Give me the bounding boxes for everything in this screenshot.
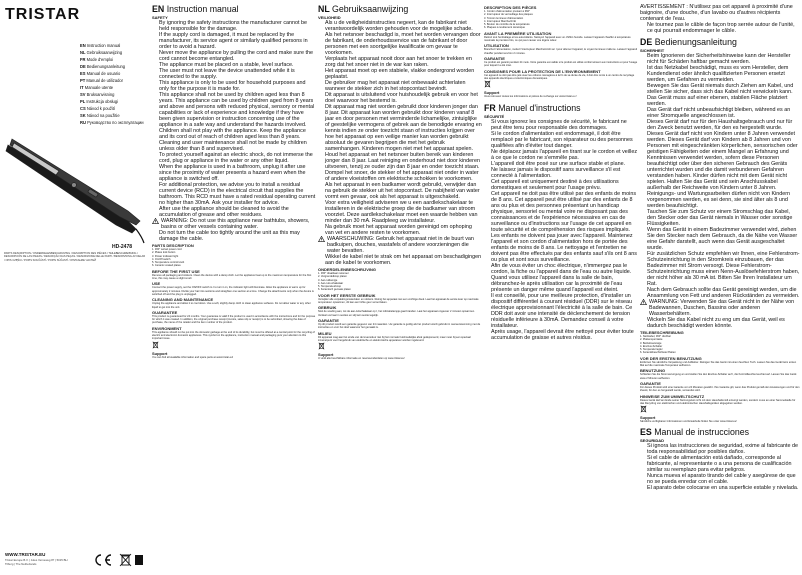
- warning-triangle-icon: [640, 299, 647, 305]
- list-item: • This appliance is only to be used for household purposes and only for the purpose it is made for.: [159, 80, 316, 92]
- list-item: • De gebruiker mag het apparaat niet onbewaakt achterlaten wanneer de stekker zich in het stopcontact bevindt.: [325, 80, 482, 92]
- list-item: • Verplaats het apparaat nooit door aan het snoer te trekken en zorg dat het snoer niet in de war kan raken.: [325, 56, 482, 68]
- section-text: Unplug the appliance and allow it to cool down. Use a soft, slightly damp cloth to clean appliance surfaces. Do not allow water or any other liquid to get into the unit.: [152, 302, 311, 309]
- language-entry: [80, 112, 146, 119]
- website-url: WWW.TRISTAR.EU: [5, 552, 46, 557]
- section-subheading: CONSIGNES POUR LA PROTECTION DE L'ENVIRONNEMENT: [484, 68, 601, 74]
- section-text: Branchez l'alimentation, mettez l'interrupteur Marche/Arrêt sur I pour allumer l'appareil, le voyant lumineux s'allume. Laissez l'appareil chauffer pendant environ 2 minutes.: [484, 48, 637, 55]
- section-text: Cet appareil ne doit pas être jeté avec les ordures ménagères à la fin de sa durée de vie, il doit être remis à un centre de recyclage des appareils électriques et électroniques domestiques.: [484, 73, 635, 80]
- parts-item: 5. Temperature control knob: [152, 261, 185, 265]
- language-name: Manuale utente: [84, 85, 114, 90]
- section-text: Dit apparaat mag aan het einde van de levensduur niet bij het normale huishoudelijke afval gedeponeerd, maar moet bij een speciaal inzamelpunt voor hergebruik van elektrische en elektronische apparatuur worden ingeleverd.: [318, 335, 471, 342]
- section-subheading: UTILISATION: [484, 43, 509, 49]
- list-item: • Ist das Netzkabel beschädigt, muss es vom Hersteller, dem Kundendienst oder ähnlich qualifizierten Personen ersetzt werden, um Gefahren zu vermeiden.: [647, 65, 800, 83]
- list-item: • Never move the appliance by pulling the cord and make sure the cord cannot become entangled.: [159, 50, 316, 62]
- list-item: • Dieses Gerät darf nur für den Haushaltsgebrauch und nur für den Zweck benutzt werden, für den es hergestellt wurde.: [647, 119, 800, 131]
- list-item: • Na gebruik moet het apparaat worden gereinigd om ophoping van vet en andere resten te voorkomen.: [325, 224, 482, 236]
- language-name: Bruksanvisning: [86, 92, 115, 97]
- list-item: • Do not turn the cable too tightly around the unit as this may damage the cable.: [159, 230, 316, 242]
- list-item: • Tauchen Sie zum Schutz vor einem Stromschlag das Kabel, den Stecker oder das Gerät niemals in Wasser oder sonstige Flüssigkeiten.: [647, 209, 800, 227]
- section-subheading: DESCRIPTION DES PIÈCES: [484, 5, 537, 10]
- language-code: FR: [80, 57, 86, 62]
- parts-item: 1. Netzkabel, 360° drehbar: [640, 335, 671, 338]
- column-nl: [318, 4, 482, 572]
- language-code: NL: [80, 50, 86, 55]
- safety-list-2: [152, 230, 316, 242]
- list-item: • If the supply cord is damaged, it must be replaced by the manufacturer, its service agent or similarly qualified persons in order to avoid a hazard.: [159, 32, 316, 50]
- nl-lower-sections: [318, 267, 482, 361]
- list-item: • Bewegen Sie das Gerät niemals durch Ziehen am Kabel, und stellen Sie sicher, dass sich das Kabel nicht verwickeln kann.: [647, 83, 800, 95]
- section-subheading: VOR DER ERSTEN BENUTZUNG: [640, 355, 702, 361]
- crossed-bin-icon: [318, 342, 325, 350]
- parts-item: 2. Vergrendelknop platen: [318, 275, 347, 279]
- lang-title: Manuel d'instructions: [498, 102, 581, 113]
- section-header-fr: [484, 103, 638, 113]
- safety-list: [484, 119, 638, 341]
- list-item: • L'appareil doit être posé sur une surface stable et plane.: [491, 161, 638, 167]
- list-item: • Das Gerät darf nicht unbeaufsichtigt bleiben, während es an einer Stromquelle angeschlossen ist.: [647, 107, 800, 119]
- list-item: • Beim Ignorieren der Sicherheitshinweise kann der Hersteller nicht für Schäden haftbar gemacht werden.: [647, 53, 800, 65]
- list-item: • Für zusätzlichen Schutz empfehlen wir Ihnen, eine Fehlerstrom-Schutzeinrichtung in den Stromkreis einzubauen, der das Badezimmer mit Strom versorgt. Diese Fehlerstrom-Schutzeinrichtung muss einen Nenn-Auslösefehlerstrom haben, der nicht höher als 30 mA ist. Bitten Sie Ihren Installateur um Rat.: [647, 251, 800, 287]
- language-code: SV: [80, 92, 86, 97]
- section-text: Dieses Gerät darf am Ende seiner Nutzungszeit nicht mit dem Haushaltsmüll entsorgt werden, sondern muss an einer Sammelstelle für das Recycling von elektrischen und elektronischen Haushaltsgeräten abgegeben werden.: [640, 398, 796, 405]
- section-subheading: GARANTIE: [640, 380, 661, 386]
- parts-item: 3. Aan-/uitlampje: [318, 278, 338, 282]
- language-code: PL: [80, 99, 86, 104]
- language-code: SK: [80, 113, 86, 118]
- safety-list-2: [318, 254, 482, 266]
- language-name: Gebruiksaanwijzing: [86, 50, 123, 55]
- list-item: • Après usage, l'appareil devrait être nettoyé pour éviter toute accumulation de graisse et autres résidus.: [491, 329, 638, 341]
- language-list: [80, 42, 146, 126]
- company-address: Tristar Europe B.V. | Jules Verneweg 87 | 5015 BH Tilburg | The Netherlands: [5, 558, 68, 566]
- list-item: • Wikkel de kabel niet te strak om het apparaat om beschadigingen aan de kabel te voorkomen.: [325, 254, 482, 266]
- language-entry: [80, 63, 146, 70]
- crossed-bin-icon: [484, 80, 491, 88]
- section-subheading: GARANTIE: [484, 55, 505, 61]
- parts-item: 4. Interrupteur Marche/Arrêt: [484, 19, 517, 23]
- section-text: U vindt alle beschikbare informatie en reserveonderdelen op www.tristar.eu!: [318, 357, 405, 361]
- safety-list: [318, 20, 482, 236]
- list-item: • Nunca mueva el aparato tirando del cable y asegúrese de que no se pueda enredar con el cable.: [647, 473, 800, 485]
- language-entry: [80, 56, 146, 63]
- hair-straightener-illustration: [4, 125, 146, 245]
- section-text: Sluit de voeding aan, zet de aan-/uitschakelaar op I, het indicatielampje gaat branden. Laat het apparaat ongeveer 2 minuten opwarmen. Verdeel uw haar in secties en stijl één sectie tegelijk.: [318, 310, 475, 317]
- section-subheading: Support: [152, 350, 168, 356]
- language-entry: [80, 98, 146, 105]
- list-item: • Cet appareil est uniquement destiné à des utilisations domestiques et seulement pour l'usage prévu.: [491, 179, 638, 191]
- section-subheading: GARANTIE: [318, 317, 339, 323]
- parts-item: 6. Plaques à revêtement céramique: [484, 26, 525, 30]
- parts-item: 5. Bouton de contrôle de la température: [484, 23, 530, 27]
- column-fr-small: [484, 4, 638, 572]
- list-item: • El aparato debe colocarse en una superficie estable y nivelada.: [647, 485, 800, 491]
- recycle-bin-icon: [120, 554, 131, 566]
- language-name: Manual de utilizador: [86, 78, 124, 83]
- list-item: • Cet appareil ne doit pas être utilisé par des enfants de moins de 8 ans. Cet appareil peut être utilisé par des enfants de 8 ans ou plus et des personnes présentant un handicap physique, sensoriel ou mental voire ne disposant pas des connaissances et de l'expérience nécessaires en cas de surveillance ou d'instructions sur l'usage de cet appareil en toute sécurité et de compréhension des risques impliqués. Les enfants ne doivent pas jouer avec l'appareil. Maintenez l'appareil et son cordon d'alimentation hors de portée des enfants de moins de 8 ans. Le nettoyage et l'entretien ne doivent pas être effectués par des enfants sauf s'ils ont 8 ans ou plus et sont sous surveillance.: [491, 191, 638, 263]
- section-subheading: GUARANTEE: [152, 309, 178, 315]
- parts-item: 4. On/Off switch: [152, 257, 171, 261]
- warning-triangle-icon: [152, 218, 159, 224]
- section-header-en: [152, 4, 316, 14]
- list-item: • Afin de vous éviter un choc électrique, n'immergez pas le cordon, la fiche ou l'appareil dans de l'eau ou autre liquide.: [491, 263, 638, 275]
- language-name: Bedienungsanleitung: [86, 64, 126, 69]
- column-en: [152, 4, 316, 572]
- parts-item: 2. Interrupteur de verrouillage des plaques: [484, 13, 533, 17]
- language-code: RU: [80, 120, 86, 125]
- list-item: • Si el cable de alimentación está dañado, corresponde al fabricante, al representante o a una persona de cualificación similar su reemplazo para evitar peligros.: [647, 455, 800, 473]
- warning-block: [640, 299, 800, 317]
- parts-item: 2. Plattensperrtaste: [640, 338, 663, 342]
- cover-column: [0, 0, 150, 575]
- lang-title: Manual de instrucciones: [654, 426, 750, 437]
- warning-text: WARNUNG: Verwenden Sie das Gerät nicht in der Nähe von Badewannen, Duschen, Bassins oder anderen Wasserbehältern.: [649, 299, 795, 317]
- en-lower-sections: [152, 243, 316, 359]
- section-text: This product is guaranteed for 24 months. Your guarantee is valid if the product is used in accordance with the instructions and for the purpose for which it was created. In addition, the original purchase receipt (invoice, sales slip or receipt) is to be submitted, showing the date of purchase, the name of the retailer and the item number of the product.: [152, 314, 316, 325]
- parts-item: 2. Plates lock button: [152, 251, 176, 255]
- lang-title: Instruction manual: [166, 4, 239, 14]
- warning-text: WARNING: Do not use this appliance near bathtubs, showers, basins or other vessels containing water.: [161, 218, 310, 230]
- section-text: Entfernen Sie sämtliche Verpackung und Aufkleber. Reinigen Sie das Gerät mit einem feuchten Tuch. Lassen Sie das Gerät beim ersten Mal auf die maximale Temperatur aufheizen.: [640, 360, 797, 368]
- section-text: This appliance should not be put into the domestic garbage at the end of its durability, but must be offered at a central point for the recycling of electric and electronic domestic appliances. This symbol on the appliance, instruction manual and packaging puts your attention to this important issue.: [152, 330, 315, 341]
- certification-logos: [92, 552, 144, 568]
- section-subheading: Support: [640, 415, 656, 421]
- section-subheading: BEFORE THE FIRST USE: [152, 268, 200, 274]
- list-item: • Ne laissez jamais le dispositif sans surveillance s'il est connecté à l'alimentation.: [491, 167, 638, 179]
- list-item: • Als u de veiligheidsinstructies negeert, kan de fabrikant niet verantwoordelijk worden gehouden voor de mogelijke schade.: [325, 20, 482, 32]
- tristar-mark-icon: [135, 555, 143, 565]
- parts-item: 6. Keramikbeschichtete Platten: [640, 351, 676, 355]
- language-entry: [80, 70, 146, 77]
- list-item: • To protect yourself against an electric shock, do not immerse the cord, plug or appliance in the water or any other liquid.: [159, 152, 316, 164]
- language-name: Instrukcja obsługi: [86, 99, 119, 104]
- list-item: • For additional protection, we advise you to install a residual current device (RCD) in the electrical circuit that supplies the bathroom. This RCD must have a rated residual operating current no higher than 30mA. Ask your installer for advice.: [159, 182, 316, 206]
- parts-item: 6. Ceramic coated plates: [152, 264, 181, 268]
- section-text: Vous retrouvez toutes les informations et pièces de rechange sur www.tristar.eu !: [484, 95, 577, 99]
- warning-triangle-icon: [318, 236, 325, 242]
- language-entry: [80, 91, 146, 98]
- section-text: You can find all available information and spare parts at www.tristar.eu!: [152, 355, 234, 359]
- section-subheading: BENUTZUNG: [640, 368, 666, 374]
- safety-list: [640, 53, 800, 299]
- section-subheading: GEBRUIK: [318, 305, 337, 311]
- list-item: • Dompel het snoer, de stekker of het apparaat niet onder in water of andere vloeistoffen om elektrische schokken te voorkomen.: [325, 170, 482, 182]
- warning-text: WAARSCHUWING: Gebruik het apparaat niet in de buurt van badkuipen, douches, wastafels of andere voorzieningen die water bevatten.: [327, 236, 474, 254]
- section-text: Verwijder alle verpakkingsmaterialen en stickers. Reinig het apparaat met een vochtige doek. Laat het apparaat de eerste keer op maximale temperatuur opwarmen, dit kan een lichte geur veroorzaken.: [318, 297, 479, 305]
- parts-item: 6. Keramisch gecoate platen: [318, 288, 351, 292]
- language-code: EN: [80, 43, 86, 48]
- list-item: • Si vous ignorez les consignes de sécurité, le fabricant ne peut être tenu pour responsable des dommages.: [491, 119, 638, 131]
- safety-list: [640, 443, 800, 491]
- section-subheading: TEILEBESCHREIBUNG: [640, 330, 684, 335]
- list-item: • Si ignora las instrucciones de seguridad, exime al fabricante de toda responsabilidad por posibles daños.: [647, 443, 800, 455]
- list-item: • Quand vous utilisez l'appareil dans la salle de bain, débranchez-le après utilisation car la proximité de l'eau présente un danger même quand l'appareil est éteint.: [491, 275, 638, 293]
- list-item: • Voor extra veiligheid adviseren we u een aardlekschakelaar te installeren in de elektrische groep die de badkamer van stroom voorziet. Deze aardlekschakelaar moet een waarde hebben van minder dan 30 mA. Raadpleeg uw installateur.: [325, 200, 482, 224]
- fr-safety-list-2: [640, 22, 800, 34]
- subheading-safety: SEGURIDAD: [640, 437, 665, 443]
- lang-code: FR: [484, 102, 496, 113]
- section-subheading: HINWEISE ZUM UMWELTSCHUTZ: [640, 393, 705, 399]
- list-item: • Wenn das Gerät in einem Badezimmer verwendet wird, ziehen Sie den Stecker nach dem Gebrauch, da die Nähe von Wasser eine Gefahr darstellt, auch wenn das Gerät ausgeschaltet wurde.: [647, 227, 800, 251]
- list-item: • The user must not leave the device unattended while it is connected to the supply.: [159, 68, 316, 80]
- subheading-safety: SICHERHEIT: [640, 48, 665, 53]
- section-subheading: CLEANING AND MAINTENANCE: [152, 297, 214, 303]
- safety-list: [152, 20, 316, 218]
- crossed-bin-icon: [640, 405, 647, 413]
- subheading-safety: VEILIGHEID: [318, 15, 341, 20]
- section-text: Ce produit est garanti pendant 24 mois. Votre garantie est valide si le produit est utilisé conformément aux instructions et pour l'usage pour lequel il a été créé.: [484, 60, 638, 68]
- section-text: Sämtliche verfügbaren Informationen und Ersatzteile finden Sie unter www.tristar.eu!: [640, 420, 737, 424]
- section-text: Schließen Sie die Stromversorgung an und stellen Sie den Ein/Aus-Schalter auf I, die Kontrollleuchte leuchtet auf. Lassen Sie das Gerät etwa 2 Minuten aufheizen.: [640, 373, 797, 380]
- section-subheading: ENVIRONMENT: [152, 325, 182, 331]
- de-lower-sections: [640, 330, 800, 424]
- list-item: • Als het apparaat in een badkamer wordt gebruikt, verwijder dan na gebruik de stekker uit het stopcontact. De nabijheid van water vormt een gevaar, ook als het apparaat is uitgeschakeld.: [325, 182, 482, 200]
- language-name: Руководство по эксплуатации: [87, 120, 144, 125]
- language-name: Instruction manual: [86, 43, 121, 48]
- language-entry: [80, 77, 146, 84]
- language-entry: [80, 105, 146, 112]
- language-code: ES: [80, 71, 86, 76]
- list-item: • Wickeln Sie das Kabel nicht zu eng um das Gerät, weil es dadurch beschädigt werden könnte.: [647, 317, 800, 329]
- section-text: Op dit product wordt een garantie gegeven van 24 maanden. Uw garantie is geldig als het product wordt gebruikt in overeenstemming met de instructies en voor het doel waarvoor het gemaakt is.: [318, 322, 481, 330]
- section-header-de: [640, 37, 800, 47]
- list-item: • Het apparaat moet op een stabiele, vlakke ondergrond worden geplaatst.: [325, 68, 482, 80]
- list-item: • This appliance shall not be used by children aged less than 8 years. This appliance can be used by children aged from 8 years and above and persons with reduced physical, sensory or mental capabilities or lack of experience and knowledge if they have been given supervision or instruction concerning use of the appliance in a safe way and understand the hazards involved. Children shall not play with the appliance. Keep the appliance and its cord out of reach of children aged less than 8 years. Cleaning and user maintenance shall not be made by children unless older than 8 and supervised.: [159, 92, 316, 152]
- language-name: Mode d'emploi: [86, 57, 114, 62]
- fr-warning-block: [640, 4, 800, 22]
- list-item: • Si le cordon d'alimentation est endommagé, il doit être remplacé par le fabricant, son réparateur ou des personnes qualifiées afin d'éviter tout danger.: [491, 131, 638, 149]
- section-subheading: AVANT LA PREMIÈRE UTILISATION: [484, 30, 552, 36]
- list-item: • Dit apparaat is uitsluitend voor huishoudelijk gebruik en voor het doel waarvoor het bestemd is.: [325, 92, 482, 104]
- subheading-safety: SÉCURITÉ: [484, 113, 505, 119]
- section-header-es: [640, 427, 800, 437]
- language-name: Návod k použití: [86, 106, 116, 111]
- parts-item: 3. Power indicator light: [152, 254, 179, 258]
- list-item: • Als het netsnoer beschadigd is, moet het worden vervangen door de fabrikant, de onderhoudsservice van de fabrikant of door personen met een soortgelijke kwalificatie om gevaar te voorkomen.: [325, 32, 482, 56]
- section-text: Für dieses Produkt wird eine Garantie von 24 Monaten gewährt. Ihre Garantie gilt, wenn das Produkt gemäß den Anweisungen und für den Zweck, für den es hergestellt wurde, verwendet wird.: [640, 385, 800, 393]
- language-code: PT: [80, 78, 86, 83]
- parts-item: 1. Cordon d'alimentation pivotant à 360°: [484, 10, 531, 13]
- list-item: • Dit apparaat mag niet worden gebruikt door kinderen jonger dan 8 jaar. Dit apparaat kan worden gebruikt door kinderen vanaf 8 jaar en door personen met verminderde lichamelijke, zintuiglijke of geestelijke vermogens of gebrek aan de benodigde ervaring en kennis indien ze onder toezicht staan of instructies krijgen over hoe het apparaat op een veilige manier kan worden gebruikt absoluut de gevaren begrijpen die met het gebruik samenhangen. Kinderen mogen niet met het apparaat spelen. Houd het apparaat en het netsnoer buiten bereik van kinderen jonger dan 8 jaar. Laat reiniging en onderhoud niet door kinderen uitvoeren, tenzij ze ouder zijn dan 8 jaar en onder toezicht staan.: [325, 104, 482, 170]
- section-subheading: Support: [484, 90, 500, 96]
- parts-item: 5. Temperaturregler: [640, 348, 663, 352]
- section-text: Remove all packaging and stickers. Clean the device with a damp cloth. Let the appliance heat up to the maximum temperature for the first time, this may cause a slight smell.: [152, 273, 312, 281]
- safety-list-2: [640, 317, 800, 329]
- ce-mark-icon: [96, 555, 111, 565]
- parts-item: 3. Témoin lumineux d'alimentation: [484, 16, 524, 20]
- section-subheading: MILIEU: [318, 330, 332, 336]
- section-text: Retirez tout l'emballage et les autocollants. Nettoyez l'appareil avec un chiffon humide. Laissez l'appareil chauffer à température maximale la première fois, ce qui peut causer une légère odeur.: [484, 35, 631, 43]
- section-subheading: PARTS DESCRIPTION: [152, 243, 194, 248]
- lang-code: DE: [640, 37, 653, 47]
- parts-item: 4. Aan-/uit-schakelaar: [318, 281, 344, 285]
- list-item: • By ignoring the safety instructions the manufacturer cannot be held responsible for the damage.: [159, 20, 316, 32]
- model-number: HD-2478: [112, 244, 133, 250]
- section-subheading: USE: [152, 281, 161, 287]
- section-subheading: Support: [318, 352, 334, 358]
- language-entry: [80, 49, 146, 56]
- straightener-body: [6, 139, 144, 243]
- warning-text: AVERTISSEMENT : N'utilisez pas cet appareil à proximité d'une baignoire, d'une douche, d'un lavabo ou d'autres récipients contenant de l'eau.: [640, 4, 793, 22]
- language-name: Návod na použitie: [86, 113, 120, 118]
- list-item: • After use the appliance should be cleaned to avoid the accumulation of grease and other residues.: [159, 206, 316, 218]
- language-entry: [80, 84, 146, 91]
- crossed-bin-icon: [152, 341, 159, 349]
- lang-title: Bedienungsanleitung: [654, 37, 737, 47]
- lang-code: EN: [152, 4, 165, 14]
- language-code: IT: [80, 85, 84, 90]
- language-code: CS: [80, 106, 86, 111]
- fr-parts-and-use: [484, 5, 638, 99]
- parts-item: 1. 360° draaibaar netsnoer: [318, 272, 349, 275]
- parts-caption: PARTS DESCRIPTION / ONDERDELENBESCHRIJVING / DESCRIPTION DES PIÈCES / TEILEBESCHREIBUNG / DESCRIPCIÓN DE LAS PIEZAS / DESCRIÇÃO DAS PEÇAS / DESCRIZIONE DELLE PARTI / BESKRIVNING AV DELAR / OPIS CZĘŚCI / POPIS SOUČÁSTÍ / POPIS SÚČASTÍ / ОПИСАНИЕ ЧАСТЕЙ: [4, 252, 146, 262]
- list-item: • When the appliance is used in a bathroom, unplug it after use since the proximity of water presents a hazard even when the appliance is switched off.: [159, 164, 316, 182]
- column-de: [640, 4, 800, 572]
- language-code: DE: [80, 64, 86, 69]
- lang-code: ES: [640, 426, 652, 437]
- list-item: • The appliance must be placed on a stable, level surface.: [159, 62, 316, 68]
- parts-item: 5. Temperatuurknop: [318, 285, 342, 289]
- parts-item: 1. 360° swivel power cord: [152, 248, 182, 251]
- language-entry: [80, 42, 146, 49]
- subheading-safety: SAFETY: [152, 15, 168, 20]
- list-item: • Il est conseillé, pour une meilleure protection, d'installer un dispositif différentiel à courant résiduel (DDR) sur le réseau électrique approvisionnant l'électricité à la salle de bain. Ce DDR doit avoir une intensité de déclenchement de tension résiduelle inférieure à 30mA. Demandez conseil à votre installateur.: [491, 293, 638, 329]
- parts-item: 3. Betriebsanzeige: [640, 341, 662, 345]
- lang-title: Gebruiksaanwijzing: [332, 4, 409, 14]
- language-name: Manual de usuario: [86, 71, 121, 76]
- lang-code: NL: [318, 4, 330, 14]
- warning-block: [318, 236, 482, 254]
- parts-item: 4. Ein/Aus-Schalter: [640, 344, 663, 348]
- list-item: • Das Gerät muss auf einer ebenen, stabilen Fläche platziert werden.: [647, 95, 800, 107]
- warning-block: [152, 218, 316, 230]
- section-text: Connect the power supply, set the ON/OFF switch to I to turn it on, the indicator light will illuminate. Allow the appliance to warm up for approximately 2 minutes. Divide your hair into sections and straighten one section at a time. Change the attachments only when the device is switched off and the plug is unplugged.: [152, 286, 314, 296]
- list-item: • Ne déplacez jamais l'appareil en tirant sur le cordon et veillez à ce que le cordon ne s'emmêle pas.: [491, 149, 638, 161]
- list-item: • Dieses Gerät darf nicht von Kindern unter 8 Jahren verwendet werden. Dieses Gerät darf von Kindern ab 8 Jahren und von Personen mit eingeschränkten körperlichen, sensorischen oder geistigen Fähigkeiten oder einem Mangel an Erfahrung und Kenntnissen verwendet werden, sofern diese Personen beaufsichtigt oder über den sicheren Gebrauch des Geräts unterrichtet wurden und die damit verbundenen Gefahren verstanden haben. Kinder dürfen nicht mit dem Gerät nicht spielen. Halten Sie das Gerät und sein Anschlusskabel außerhalb der Reichweite von Kindern unter 8 Jahren. Reinigungs- und Wartungsarbeiten dürfen nicht von Kindern vorgenommen werden, es sei denn, sie sind älter als 8 und werden beaufsichtigt.: [647, 131, 800, 209]
- list-item: • Nach dem Gebrauch sollte das Gerät gereinigt werden, um die Ansammlung von Fett und anderen Rückständen zu vermeiden.: [647, 287, 800, 299]
- section-subheading: VOOR HET EERSTE GEBRUIK: [318, 292, 376, 298]
- brand-logo: TRISTAR: [5, 6, 81, 23]
- list-item: • Ne tournez pas le câble de façon trop serrée autour de l'unité, ce qui pourrait endommager le câble.: [647, 22, 800, 34]
- section-subheading: ONDERDELENBESCHRIJVING: [318, 267, 377, 272]
- section-header-nl: [318, 4, 482, 14]
